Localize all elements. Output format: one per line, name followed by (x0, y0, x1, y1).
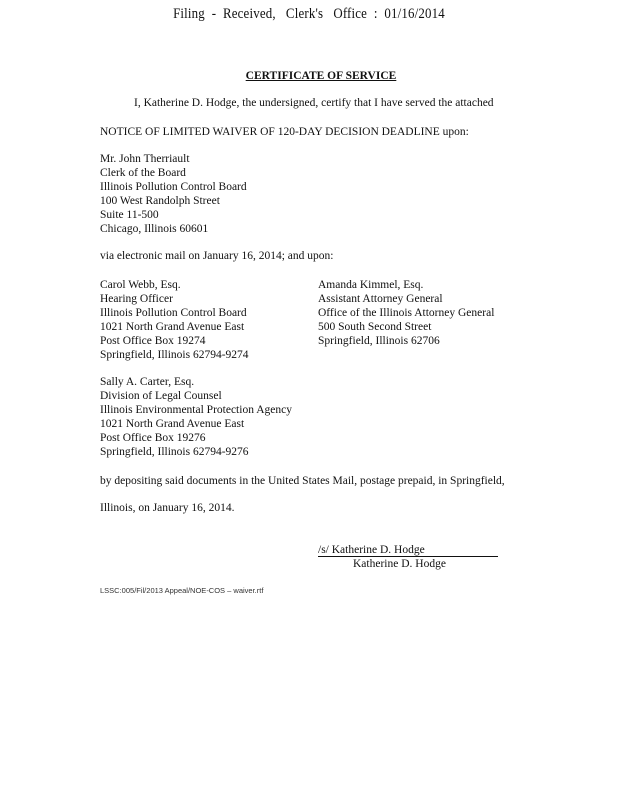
recipient-epa-counsel (100, 375, 292, 459)
address-line: 1021 North Grand Avenue East (100, 418, 245, 430)
intro-line: I, Katherine D. Hodge, the undersigned, certify that I have served the attached (134, 97, 494, 109)
address-line: Post Office Box 19276 (100, 432, 206, 444)
address-line: Hearing Officer (100, 293, 173, 305)
via-email-line: via electronic mail on January 16, 2014; and upon: (100, 250, 334, 262)
address-line: 500 South Second Street (318, 321, 432, 333)
address-line: Illinois Pollution Control Board (100, 181, 247, 193)
address-line: Springfield, Illinois 62706 (318, 335, 440, 347)
notice-line: NOTICE OF LIMITED WAIVER OF 120-DAY DECISION DEADLINE upon: (100, 126, 469, 138)
address-line: Division of Legal Counsel (100, 390, 222, 402)
address-line: Post Office Box 19274 (100, 335, 206, 347)
recipient-hearing-officer (100, 278, 249, 362)
recipient-attorney-general (318, 278, 494, 348)
mail-date-line: Illinois, on January 16, 2014. (100, 502, 235, 514)
address-line: Mr. John Therriault (100, 153, 190, 165)
address-line: Suite 11-500 (100, 209, 159, 221)
address-line: Illinois Pollution Control Board (100, 307, 247, 319)
filing-stamp-header: Filing - Received, Clerk's Office : 01/16/2014 (173, 6, 445, 22)
address-line: Chicago, Illinois 60601 (100, 223, 209, 235)
address-line: Office of the Illinois Attorney General (318, 307, 495, 319)
mail-service-line: by depositing said documents in the United States Mail, postage prepaid, in Springfield, (100, 475, 505, 487)
address-line: 1021 North Grand Avenue East (100, 321, 245, 333)
address-line: Illinois Environmental Protection Agency (100, 404, 292, 416)
address-line: Springfield, Illinois 62794-9274 (100, 349, 249, 361)
address-line: Sally A. Carter, Esq. (100, 376, 195, 388)
electronic-signature: /s/ Katherine D. Hodge (318, 543, 498, 557)
address-line: Amanda Kimmel, Esq. (318, 279, 424, 291)
address-line: Clerk of the Board (100, 167, 186, 179)
address-line: Springfield, Illinois 62794-9276 (100, 446, 249, 458)
document-title: CERTIFICATE OF SERVICE (245, 70, 397, 82)
address-line: 100 West Randolph Street (100, 195, 220, 207)
document-footer-code: LSSC:005/Fil/2013 Appeal/NOE-COS – waiver.rtf (100, 586, 264, 595)
address-line: Assistant Attorney General (318, 293, 443, 305)
recipient-clerk (100, 152, 247, 236)
address-line: Carol Webb, Esq. (100, 279, 181, 291)
signer-name: Katherine D. Hodge (353, 558, 446, 570)
